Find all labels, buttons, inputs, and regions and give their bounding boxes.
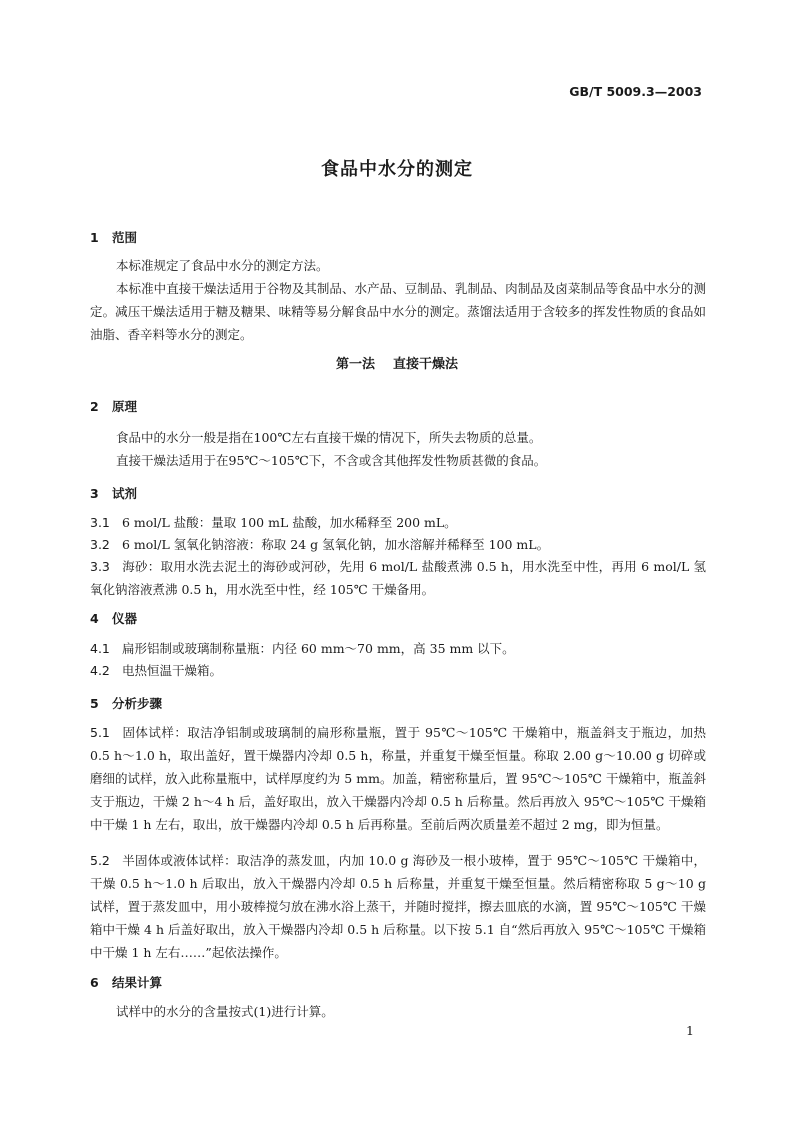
- section-heading-scope: [90, 228, 137, 246]
- section-heading-calculation: [90, 973, 162, 991]
- clause: [90, 533, 706, 556]
- section-number: 5: [90, 696, 99, 711]
- clause-number: 4.2: [90, 663, 110, 678]
- clause: [90, 659, 706, 682]
- section-title: 试剂: [112, 486, 138, 501]
- clause-number: 3.1: [90, 515, 110, 530]
- page-number: 1: [686, 1023, 694, 1038]
- page-title: 食品中水分的测定: [321, 159, 473, 180]
- section-title: 结果计算: [112, 975, 163, 990]
- paragraph: 试样中的水分的含量按式(1)进行计算。: [116, 1004, 334, 1019]
- clause-text: 电热恒温干燥箱。: [122, 663, 223, 678]
- clause-number: 5.1: [90, 725, 110, 740]
- section-title: 仪器: [112, 611, 138, 626]
- section-heading-principle: [90, 397, 137, 415]
- clause-text: 半固体或液体试样：取洁净的蒸发皿，内加 10.0 g 海砂及一根小玻棒，置于 95℃～105℃ 干燥箱中，干燥 0.5 h～1.0 h 后取出，放入干燥器内冷却 0.5 h 后称量，并重复干燥至恒量。然后精密称取 5 g～10 g 试样，置于蒸发皿中，用小玻棒搅匀放在沸水浴上蒸干，并随时搅拌，擦去皿底的水滴，置 95℃～105℃ 干燥箱中干燥 4 h 后盖好取出，放入干燥器内冷却 0.5 h 后称量。以下按 5.1 自“然后再放入 95℃～105℃ 干燥箱中干燥 1 h 左右……”起依法操作。: [90, 853, 706, 960]
- clause-number: 5.2: [90, 853, 110, 868]
- clause-number: 3.3: [90, 559, 110, 574]
- clause-number: 4.1: [90, 641, 110, 656]
- paragraph: 直接干燥法适用于在95℃～105℃下，不含或含其他挥发性物质甚微的食品。: [116, 453, 547, 468]
- clause-text: 海砂：取用水洗去泥土的海砂或河砂，先用 6 mol/L 盐酸煮沸 0.5 h，用水洗至中性，再用 6 mol/L 氢氧化钠溶液煮沸 0.5 h，用水洗至中性，经 105℃ 干燥备用。: [90, 559, 706, 597]
- section-heading-procedure: [90, 694, 162, 712]
- paragraph: 本标准中直接干燥法适用于谷物及其制品、水产品、豆制品、乳制品、肉制品及卤菜制品等食品中水分的测定。减压干燥法适用于糖及糖果、味精等易分解食品中水分的测定。蒸馏法适用于含较多的挥发性物质的食品如油脂、香辛料等水分的测定。: [90, 281, 706, 342]
- paragraph: 本标准规定了食品中水分的测定方法。: [116, 258, 329, 273]
- section-number: 2: [90, 399, 99, 414]
- section-number: 4: [90, 611, 99, 626]
- clause-number: 3.2: [90, 537, 110, 552]
- section-title: 原理: [112, 399, 138, 414]
- clause: [90, 849, 706, 964]
- method-name: 直接干燥法: [393, 357, 459, 372]
- clause: [90, 721, 706, 836]
- clause-text: 扁形铝制或玻璃制称量瓶：内径 60 mm～70 mm，高 35 mm 以下。: [122, 641, 515, 656]
- section-title: 范围: [112, 230, 138, 245]
- clause-text: 6 mol/L 氢氧化钠溶液：称取 24 g 氢氧化钠，加水溶解并稀释至 100 mL。: [122, 537, 550, 552]
- section-heading-apparatus: [90, 609, 137, 627]
- paragraph: 食品中的水分一般是指在100℃左右直接干燥的情况下，所失去物质的总量。: [116, 430, 542, 445]
- method-title: [0, 353, 794, 372]
- clause: [90, 511, 706, 534]
- section-number: 6: [90, 975, 99, 990]
- section-title: 分析步骤: [112, 696, 163, 711]
- section-number: 3: [90, 486, 99, 501]
- clause-text: 6 mol/L 盐酸：量取 100 mL 盐酸，加水稀释至 200 mL。: [122, 515, 457, 530]
- clause: [90, 637, 706, 660]
- method-label: 第一法: [335, 357, 375, 372]
- clause: [90, 555, 706, 601]
- section-heading-reagents: [90, 484, 137, 502]
- clause-text: 固体试样：取洁净铝制或玻璃制的扁形称量瓶，置于 95℃～105℃ 干燥箱中，瓶盖斜支于瓶边，加热 0.5 h～1.0 h，取出盖好，置干燥器内冷却 0.5 h，称量，并重复干燥至恒量。称取 2.00 g～10.00 g 切碎或磨细的试样，放入此称量瓶中，试样厚度约为 5 mm。加盖，精密称量后，置 95℃～105℃ 干燥箱中，瓶盖斜支于瓶边，干燥 2 h～4 h 后，盖好取出，放入干燥器内冷却 0.5 h 后称量。然后再放入 95℃～105℃ 干燥箱中干燥 1 h 左右，取出，放干燥器内冷却 0.5 h 后再称量。至前后两次质量差不超过 2 mg，即为恒量。: [90, 725, 706, 832]
- standard-number: GB/T 5009.3—2003: [569, 84, 702, 99]
- section-number: 1: [90, 230, 99, 245]
